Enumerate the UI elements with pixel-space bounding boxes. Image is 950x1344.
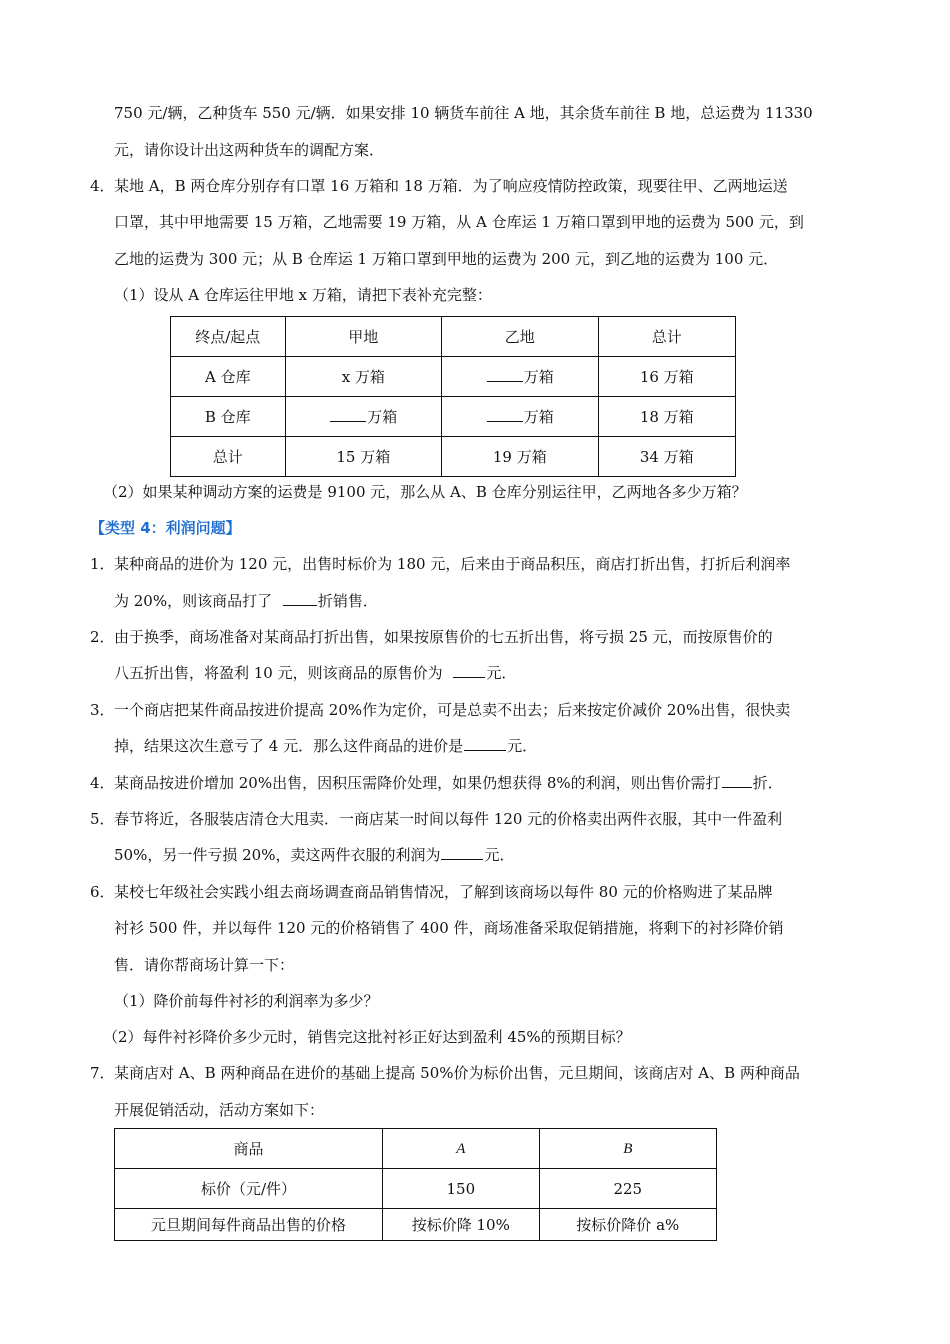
p3-line-2 [114, 736, 537, 756]
q4-line-2: 口罩，其中甲地需要 15 万箱，乙地需要 19 万箱，从 A 仓库运 1 万箱口罩到甲地的运费为 500 元，到 [114, 213, 804, 231]
table-cell-unit: 万箱 [523, 368, 554, 386]
table-header-text: B [623, 1141, 633, 1157]
q4-sub-2: （2）如果某种调动方案的运费是 9100 元，那么从 A、B 仓库分别运往甲，乙两地各多少万箱？ [103, 483, 747, 501]
p4-line-1-text: 某商品按进价增加 20%出售，因积压需降价处理，如果仍想获得 8%的利润，则出售价需打 [114, 774, 721, 792]
table-cell: 18 万箱 [598, 397, 735, 437]
p6-line-1: 某校七年级社会实践小组去商场调查商品销售情况，了解到该商场以每件 80 元的价格购进了某品牌 [114, 883, 773, 901]
table-cell: 按标价降价 a% [539, 1209, 716, 1241]
table-row-label: A 仓库 [171, 357, 286, 397]
p2-line-2-text: 八五折出售，将盈利 10 元，则该商品的原售价为 [114, 664, 443, 682]
p5-line-2-tail: 元． [484, 846, 515, 864]
fill-blank [722, 773, 752, 788]
table-header-cell: 乙地 [442, 317, 598, 357]
p5-line-1: 春节将近，各服装店清仓大甩卖．一商店某一时间以每件 120 元的价格卖出两件衣服，其中一件盈利 [114, 810, 783, 828]
fill-blank [487, 367, 523, 382]
q4-number: 4． [90, 177, 115, 195]
fill-blank [487, 407, 523, 422]
p3-line-2-tail: 元． [507, 737, 538, 755]
fill-blank [464, 736, 506, 751]
p6-sub-2: （2）每件衬衫降价多少元时，销售完这批衬衫正好达到盈利 45%的预期目标？ [103, 1028, 631, 1046]
p4-line-1-tail: 折． [752, 774, 783, 792]
fill-blank [453, 663, 485, 678]
table-cell: 16 万箱 [598, 357, 735, 397]
table-cell: 按标价降 10% [383, 1209, 540, 1241]
p5-line-2-text: 50%，另一件亏损 20%，卖这两件衣服的利润为 [114, 846, 441, 864]
p7-line-2: 开展促销活动，活动方案如下： [114, 1101, 325, 1119]
table-cell-blank [442, 357, 598, 397]
p6-line-3: 售．请你帮商场计算一下： [114, 956, 295, 974]
p2-line-2 [114, 663, 516, 683]
table-row-label: 总计 [171, 437, 286, 477]
p6-number: 6． [90, 883, 115, 901]
intro-line-1: 750 元/辆，乙种货车 550 元/辆．如果安排 10 辆货车前往 A 地，其余货车前往 B 地，总运费为 11330 [114, 104, 813, 122]
table-cell: 150 [383, 1169, 540, 1209]
table-header-cell [383, 1129, 540, 1169]
promotion-table [114, 1128, 717, 1241]
table-cell-unit: 万箱 [367, 408, 398, 426]
p3-line-2-text: 掉，结果这次生意亏了 4 元．那么这件商品的进价是 [114, 737, 464, 755]
p2-line-2-tail: 元． [486, 664, 517, 682]
p2-line-1: 由于换季，商场准备对某商品打折出售，如果按原售价的七五折出售，将亏损 25 元，而按原售价的 [114, 628, 773, 646]
table-cell: x 万箱 [285, 357, 441, 397]
p4-line-1 [114, 773, 783, 793]
p4-number: 4． [90, 774, 115, 792]
p1-line-2 [114, 591, 378, 611]
fill-blank [441, 845, 483, 860]
table-cell: 225 [539, 1169, 716, 1209]
fill-blank [330, 407, 366, 422]
p7-number: 7． [90, 1064, 115, 1082]
q4-line-3: 乙地的运费为 300 元；从 B 仓库运 1 万箱口罩到甲地的运费为 200 元，到乙地的运费为 100 元． [114, 250, 779, 268]
table-cell-unit: 万箱 [523, 408, 554, 426]
q4-line-1: 某地 A，B 两仓库分别存有口罩 16 万箱和 18 万箱．为了响应疫情防控政策，现要往甲、乙两地运送 [114, 177, 788, 195]
table-cell: 15 万箱 [285, 437, 441, 477]
p7-line-1: 某商店对 A、B 两种商品在进价的基础上提高 50%价为标价出售，元旦期间，该商店对 A、B 两种商品 [114, 1064, 800, 1082]
table-cell: 19 万箱 [442, 437, 598, 477]
table-cell-blank [285, 397, 441, 437]
table-row-label: B 仓库 [171, 397, 286, 437]
table-header-cell: 商品 [115, 1129, 383, 1169]
p6-sub-1: （1）降价前每件衬衫的利润率为多少？ [114, 992, 379, 1010]
table-row-label: 元旦期间每件商品出售的价格 [115, 1209, 383, 1241]
p3-number: 3． [90, 701, 115, 719]
section-title: 【类型 4：利润问题】 [90, 519, 241, 537]
p1-number: 1． [90, 555, 115, 573]
p5-line-2 [114, 845, 514, 865]
table-row-label: 标价（元/件） [115, 1169, 383, 1209]
p5-number: 5． [90, 810, 115, 828]
table-cell-blank [442, 397, 598, 437]
p1-line-1: 某种商品的进价为 120 元，出售时标价为 180 元，后来由于商品积压，商店打折出售，打折后利润率 [114, 555, 791, 573]
table-header-cell [539, 1129, 716, 1169]
p2-number: 2． [90, 628, 115, 646]
p1-line-2-tail: 折销售． [317, 592, 378, 610]
table-cell: 34 万箱 [598, 437, 735, 477]
table-header-cell: 总计 [598, 317, 735, 357]
table-header-cell: 终点/起点 [171, 317, 286, 357]
p6-line-2: 衬衫 500 件，并以每件 120 元的价格销售了 400 件，商场准备采取促销措施，将剩下的衬衫降价销 [114, 919, 784, 937]
p1-line-2-text: 为 20%，则该商品打了 [114, 592, 273, 610]
fill-blank [283, 591, 317, 606]
table-header-text: A [456, 1141, 466, 1157]
p3-line-1: 一个商店把某件商品按进价提高 20%作为定价，可是总卖不出去；后来按定价减价 20%出售，很快卖 [114, 701, 791, 719]
q4-sub-1: （1）设从 A 仓库运往甲地 x 万箱，请把下表补充完整： [114, 286, 492, 304]
table-header-cell: 甲地 [285, 317, 441, 357]
transport-table [170, 316, 736, 477]
intro-line-2: 元，请你设计出这两种货车的调配方案． [114, 141, 385, 159]
